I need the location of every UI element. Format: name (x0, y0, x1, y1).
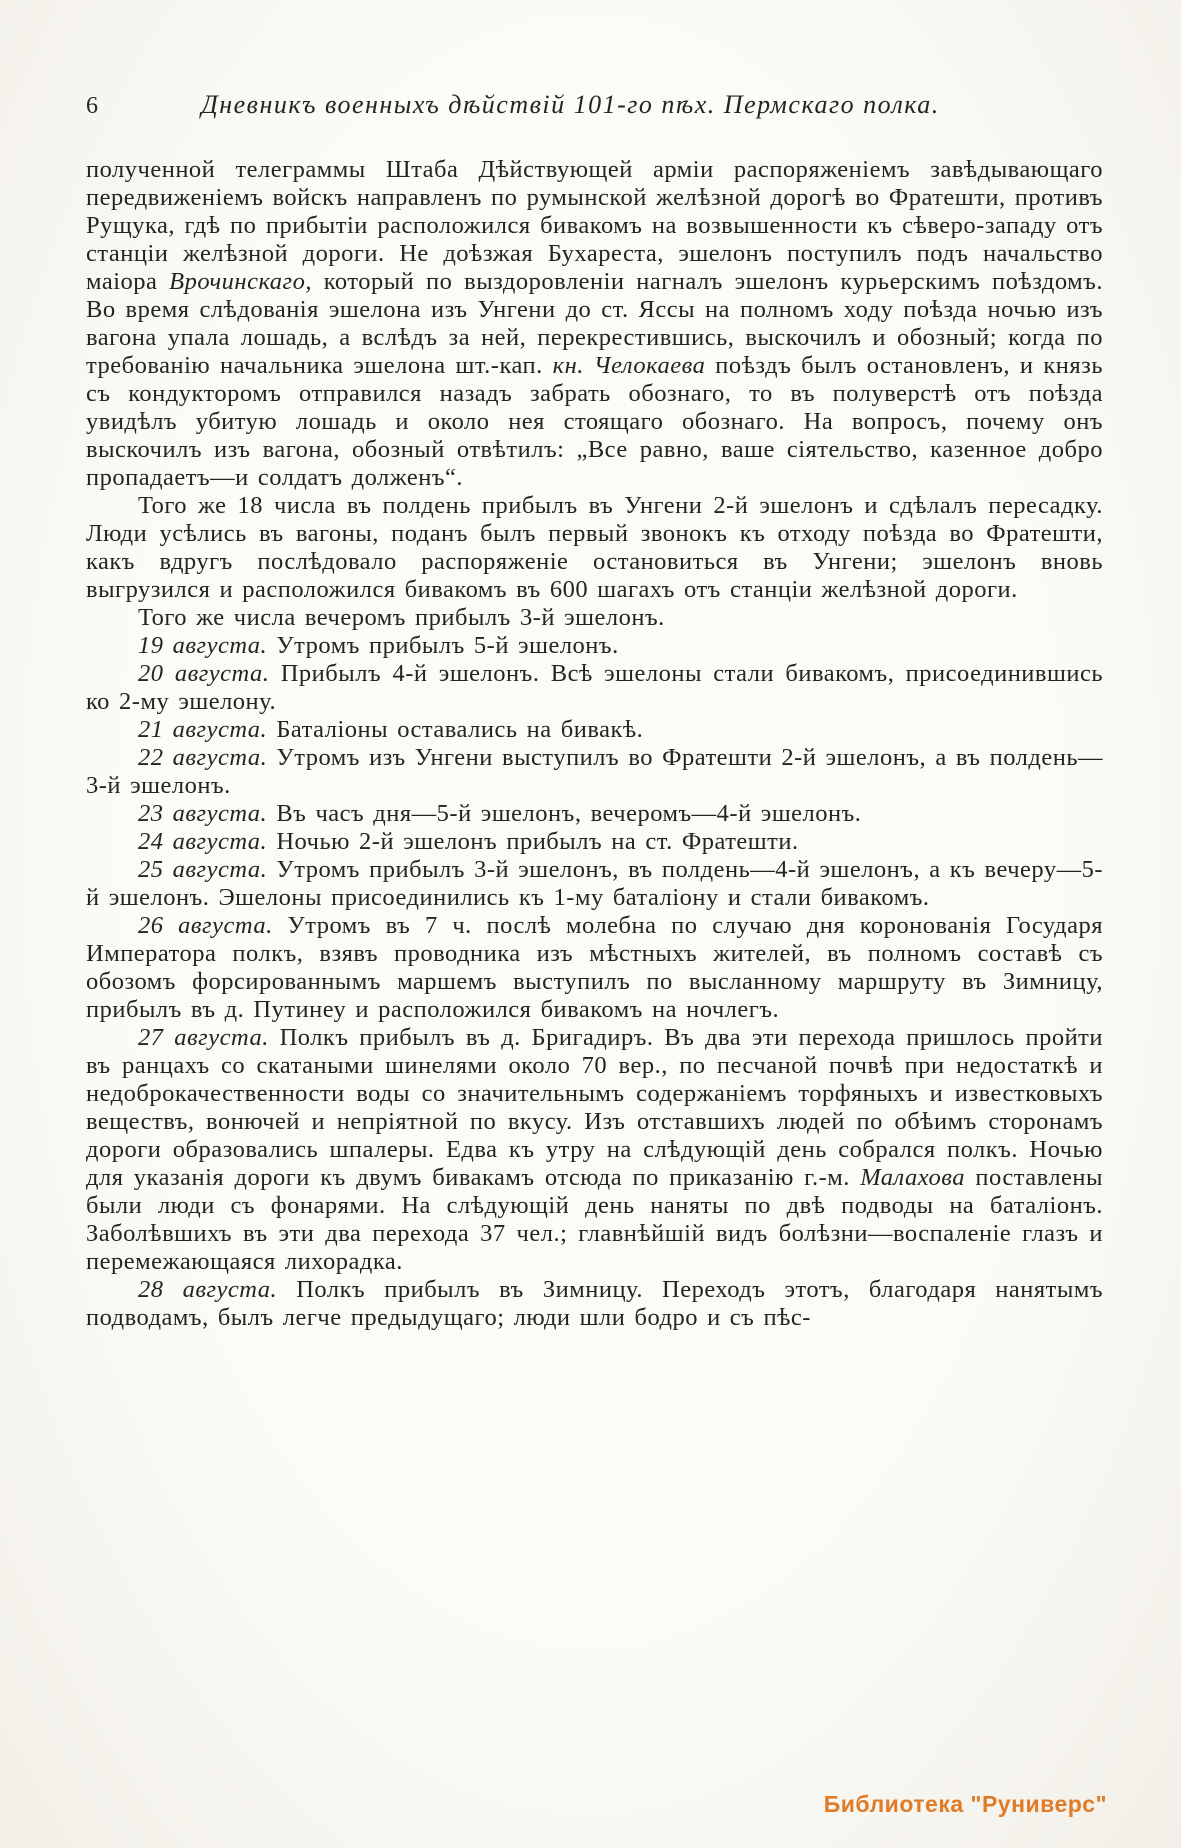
paragraph (86, 856, 1103, 912)
page-header (86, 90, 1103, 120)
body-text (86, 156, 1103, 1332)
text-run: Утромъ прибылъ 3-й эшелонъ, въ полдень—4-й эшелонъ, а къ вечеру—5-й эшелонъ. Эшелоны присоединились къ 1-му баталіону и стали бивакомъ. (86, 856, 1103, 911)
emphasized-text: Малахова (860, 1164, 965, 1191)
text-run: Ночью 2-й эшелонъ прибылъ на ст. Фратешти. (267, 828, 799, 855)
paragraph (86, 1024, 1103, 1276)
emphasized-text: кн. Челокаева (552, 352, 706, 379)
emphasized-text: 27 августа. (138, 1024, 269, 1051)
emphasized-text: 22 августа. (138, 744, 268, 771)
paragraph (86, 912, 1103, 1024)
text-run: поставлены были люди съ фонарями. На слѣдующій день наняты по двѣ подводы на баталіонъ. Заболѣвшихъ въ эти два перехода 37 чел.; главнѣйшій видъ болѣзни—воспаленіе глазъ и перемежающаяся лихорадка. (86, 1164, 1103, 1275)
paragraph (86, 156, 1103, 492)
emphasized-text: 19 августа. (138, 632, 268, 659)
emphasized-text: 25 августа. (138, 856, 268, 883)
paragraph (86, 632, 1103, 660)
text-run: Утромъ изъ Унгени выступилъ во Фратешти 2-й эшелонъ, а въ полдень—3-й эшелонъ. (86, 744, 1104, 799)
text-run: Того же числа вечеромъ прибылъ 3-й эшелонъ. (138, 604, 665, 631)
emphasized-text: 23 августа. (138, 800, 268, 827)
text-run: Полкъ прибылъ въ Зимницу. Переходъ этотъ, благодаря нанятымъ подводамъ, былъ легче предыдущаго; люди шли бодро и съ пѣс- (86, 1276, 1104, 1331)
library-watermark: Библиотека "Руниверс" (823, 1791, 1107, 1817)
text-run: Баталіоны оставались на бивакѣ. (267, 716, 644, 743)
paragraph (86, 828, 1103, 856)
emphasized-text: 21 августа. (138, 716, 268, 743)
running-title: Дневникъ военныхъ дѣйствій 101-го пѣх. Пермскаго полка. (201, 90, 940, 119)
emphasized-text: 26 августа. (138, 912, 273, 939)
text-run: Прибылъ 4-й эшелонъ. Всѣ эшелоны стали бивакомъ, присоединившись ко 2-му эшелону. (86, 660, 1104, 715)
paragraph (86, 800, 1103, 828)
emphasized-text: 24 августа. (138, 828, 268, 855)
text-run: поѣздъ былъ остановленъ, и князь съ кондукторомъ отправился назадъ забрать обознаго, то въ полуверстѣ отъ поѣзда увидѣлъ убитую лошадь и около нея стоящаго обознаго. На вопросъ, почему онъ выскочилъ изъ вагона, обозный отвѣтилъ: „Все равно, ваше сіятельство, казенное добро пропадаетъ—и солдатъ долженъ“. (86, 352, 1104, 491)
paragraph (86, 1276, 1103, 1332)
text-run: полученной телеграммы Штаба Дѣйствующей арміи распоряженіемъ завѣдывающаго передвиженіемъ войскъ направленъ по румынской желѣзной дорогѣ во Фратешти, противъ Рущука, гдѣ по прибытіи расположился бивакомъ на возвышенности къ сѣверо-западу отъ станціи желѣзной дороги. Не доѣзжая Бухареста, эшелонъ поступилъ подъ начальство маіора (86, 156, 1103, 295)
text-run: Полкъ прибылъ въ д. Бригадиръ. Въ два эти перехода пришлось пройти въ ранцахъ со скатаными шинелями около 70 вер., по песчаной почвѣ при недостаткѣ и недоброкачественности воды со значительнымъ содержаніемъ торфяныхъ и известковыхъ веществъ, вонючей и непріятной по вкусу. Изъ отставшихъ людей по обѣимъ сторонамъ дороги образовались шпалеры. Едва къ утру на слѣдующій день собрался полкъ. Ночью для указанія дороги къ двумъ бивакамъ отсюда по приказанію г.-м. (86, 1024, 1103, 1191)
text-run: который по выздоровленіи нагналъ эшелонъ курьерскимъ поѣздомъ. Во время слѣдованія эшелона изъ Унгени до ст. Яссы на полномъ ходу поѣзда ночью изъ вагона упала лошадь, а вслѣдъ за ней, перекрестившись, выскочилъ и обозный; когда по требованію начальника эшелона шт.-кап. (86, 268, 1103, 379)
paragraph (86, 716, 1103, 744)
emphasized-text: 20 августа. (138, 660, 270, 687)
emphasized-text: Врочинскаго, (169, 268, 312, 295)
emphasized-text: 28 августа. (138, 1276, 278, 1303)
paragraph (86, 492, 1103, 604)
page-number: 6 (86, 93, 98, 119)
text-run: Утромъ прибылъ 5-й эшелонъ. (267, 632, 619, 659)
paragraph (86, 660, 1103, 716)
text-run: Того же 18 числа въ полдень прибылъ въ Унгени 2-й эшелонъ и сдѣлалъ пересадку. Люди усѣлись въ вагоны, поданъ былъ первый звонокъ къ отходу поѣзда во Фратешти, какъ вдругъ послѣдовало распоряженіе остановиться въ Унгени; эшелонъ вновь выгрузился и расположился бивакомъ въ 600 шагахъ отъ станціи желѣзной дороги. (86, 492, 1103, 603)
paragraph (86, 604, 1103, 632)
paragraph (86, 744, 1103, 800)
text-run: Утромъ въ 7 ч. послѣ молебна по случаю дня коронованія Государя Императора полкъ, взявъ проводника изъ мѣстныхъ жителей, въ полномъ составѣ съ обозомъ форсированнымъ маршемъ выступилъ по высланному маршруту въ Зимницу, прибылъ въ д. Путинеу и расположился бивакомъ на ночлегъ. (86, 912, 1103, 1023)
text-run: Въ часъ дня—5-й эшелонъ, вечеромъ—4-й эшелонъ. (267, 800, 862, 827)
